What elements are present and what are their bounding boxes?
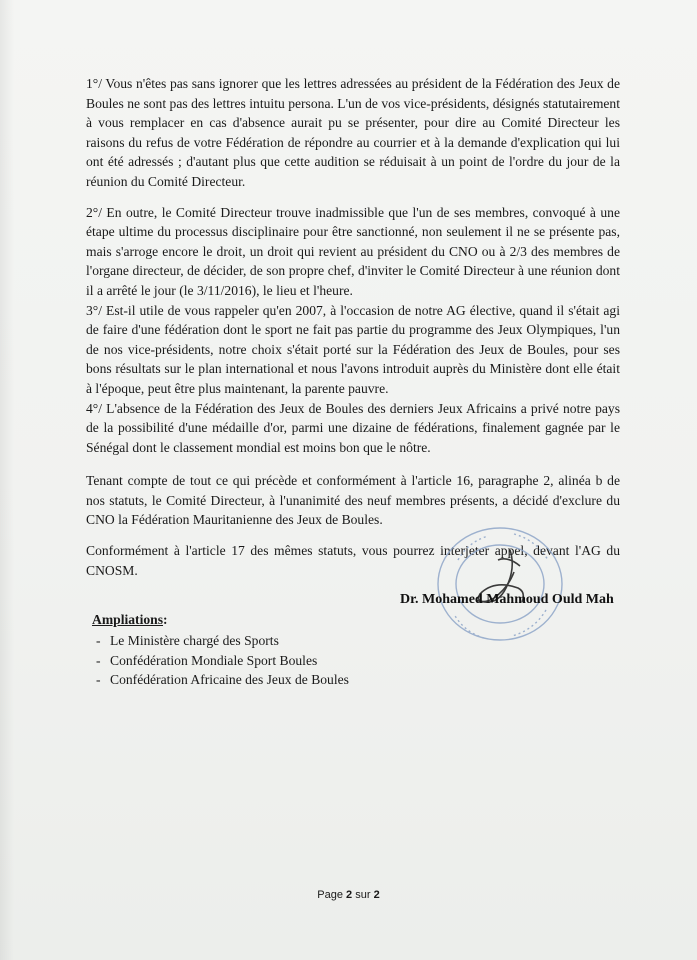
- signatory-name: Dr. Mohamed Mahmoud Ould Mah: [400, 592, 614, 607]
- page-footer: [0, 889, 697, 901]
- ampliation-item: - Confédération Mondiale Sport Boules: [92, 651, 349, 671]
- ampliations-title: Ampliations:: [92, 612, 168, 627]
- paragraph-2: 2°/ En outre, le Comité Directeur trouve inadmissible que l'un de ses membres, convoqué à une étape ultime du processus disciplinaire pour être sanctionné, non seulement il ne se présente pas, mais s'arroge encore le droit, un droit qui revient au président du CNO ou à 2/3 des membres de l'organe directeur, de décider, de son propre chef, d'inviter le Comité Directeur à une réunion dont il a arrêté le jour (le 3/11/2016), le lieu et l'heure.: [86, 204, 620, 298]
- ampliations-title-suffix: :: [163, 612, 168, 627]
- paragraph-1: 1°/ Vous n'êtes pas sans ignorer que les lettres adressées au président de la Fédération des Jeux de Boules ne sont pas des lettres intuitu persona. L'un de vos vice-présidents, désignés statutairement à vous remplacer en cas d'absence aurait pu se présenter, pour dire au Comité Directeur les raisons du refus de votre Fédération de répondre au courrier et à la demande d'explication qui lui ont été adressés ; d'autant plus que cette audition se réduisait à un point de l'ordre du jour de la réunion du Comité Directeur.: [86, 76, 620, 189]
- ampliation-item: - Le Ministère chargé des Sports: [92, 631, 349, 651]
- page-of-label: sur: [355, 889, 371, 901]
- page-total: 2: [373, 889, 380, 901]
- letter-body: [86, 74, 620, 580]
- paragraph-decision: Tenant compte de tout ce qui précède et conformément à l'article 16, paragraphe 2, alinéa b de nos statuts, le Comité Directeur, à l'unanimité des neuf membres présents, a décidé d'exclure du CNO la Fédération Mauritanienne des Jeux de Boules.: [86, 473, 620, 528]
- paragraph-3: 3°/ Est-il utile de vous rappeler qu'en 2007, à l'occasion de notre AG élective, quand il s'était agi de faire d'une fédération dont le sport ne fait pas partie du programme des Jeux Olympiques, l'un de nos vice-présidents, notre choix s'était porté sur la Fédération des Jeux de Boules, pour ses bons résultats sur le plan international et nous l'avons introduit auprès du Ministère dont elle était à l'époque, peut être plus maintenant, la parente pauvre.: [86, 302, 620, 396]
- ampliation-item: - Confédération Africaine des Jeux de Boules: [92, 670, 349, 690]
- official-stamp-icon: [428, 520, 568, 648]
- ampliations-list: [92, 631, 349, 690]
- page-label: Page: [317, 889, 343, 901]
- paragraph-4: 4°/ L'absence de la Fédération des Jeux de Boules des derniers Jeux Africains a privé notre pays de la possibilité d'une médaille d'or, parmi une dizaine de fédérations, finalement gagnée par le Sénégal dont le classement mondial est moins bon que le nôtre.: [86, 400, 620, 455]
- paragraph-appeal: Conformément à l'article 17 des mêmes statuts, vous pourrez interjeter appel, devant l'AG du CNOSM.: [86, 543, 620, 578]
- page-current: 2: [346, 889, 353, 901]
